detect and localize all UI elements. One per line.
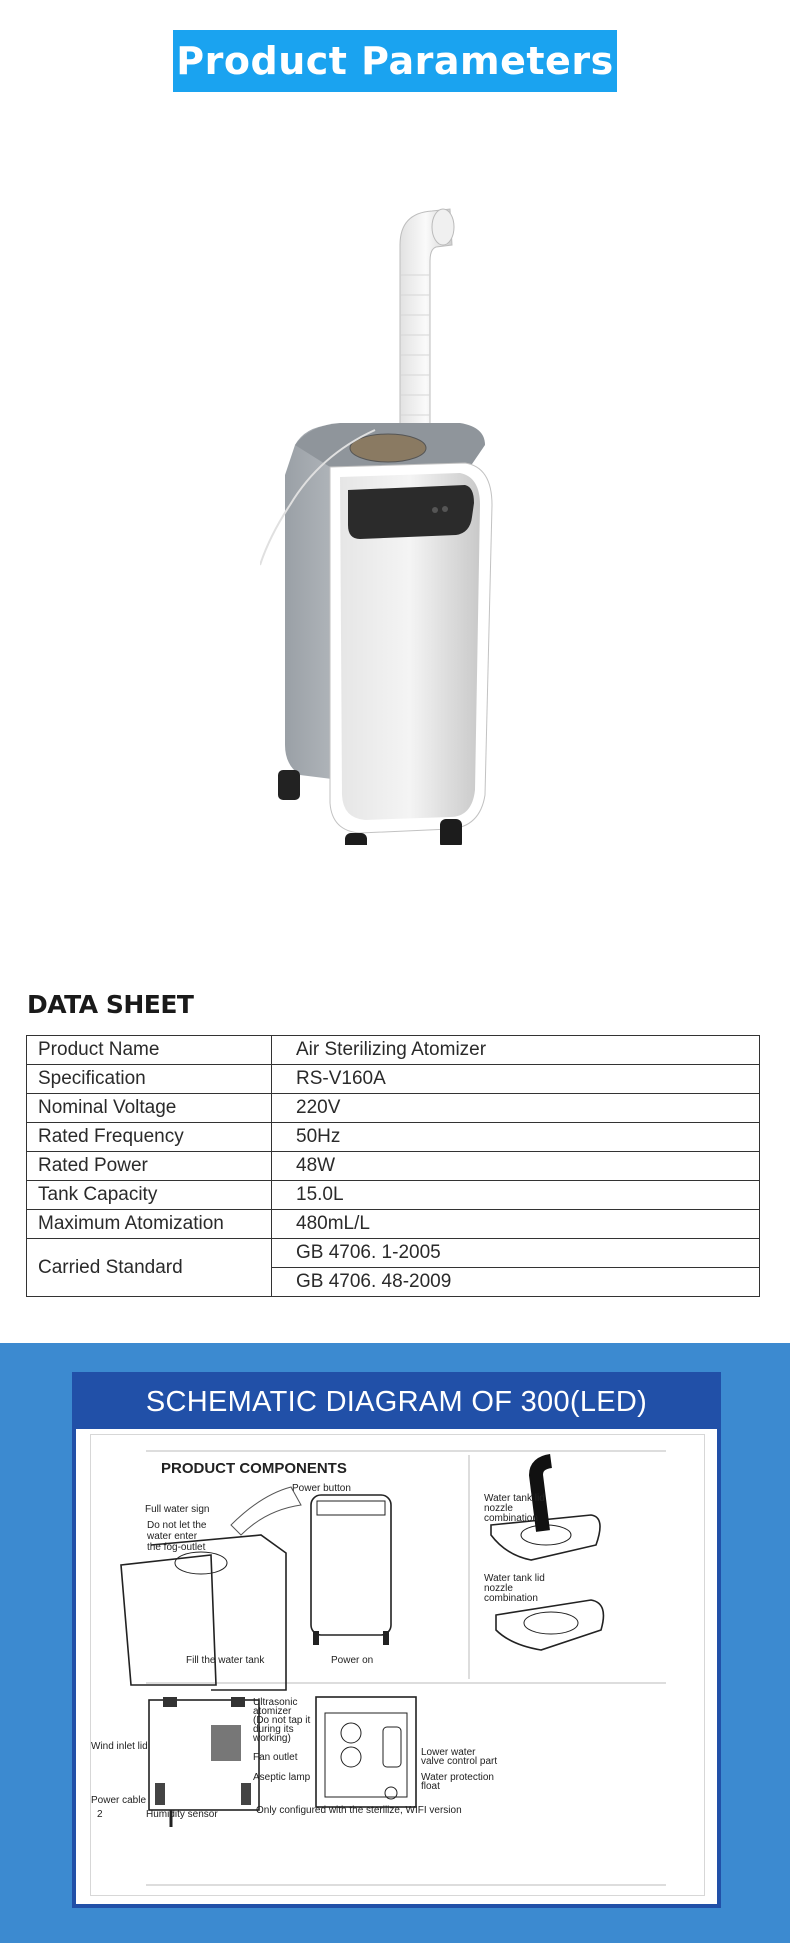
datasheet-value: GB 4706. 1-2005 [272,1239,760,1268]
datasheet-row [27,1123,760,1152]
page-title: Product Parameters [176,39,614,83]
label-ultra-2: atomizer [253,1706,292,1717]
label-aseptic-lamp: Aseptic lamp [253,1772,311,1783]
label-wind-inlet: Wind inlet lid [91,1741,148,1752]
label-warning-2: water enter [147,1531,198,1542]
datasheet-row [27,1181,760,1210]
schematic-title: SCHEMATIC DIAGRAM OF 300(LED) [76,1376,717,1429]
label-warning-3: the fog-outlet [147,1542,206,1553]
datasheet-row [27,1210,760,1239]
datasheet-key: Nominal Voltage [27,1094,272,1123]
label-tank-lid-1b: nozzle [484,1503,513,1514]
label-page-number: 2 [97,1809,103,1820]
label-full-water-sign: Full water sign [145,1504,210,1515]
label-humidity-sensor: Humidity sensor [146,1809,218,1820]
label-protect-1: Water protection [421,1772,494,1783]
datasheet-value: 15.0L [272,1181,760,1210]
label-power-button: Power button [292,1483,351,1494]
label-warning-1: Do not let the [147,1520,207,1531]
schematic-frame [72,1372,721,1908]
datasheet-value: RS-V160A [272,1065,760,1094]
label-protect-2: float [421,1781,440,1792]
datasheet-row [27,1036,760,1065]
datasheet-row [27,1094,760,1123]
datasheet-value: 50Hz [272,1123,760,1152]
label-lower-valve-1: Lower water [421,1747,476,1758]
datasheet-row [27,1239,760,1268]
datasheet-value: 48W [272,1152,760,1181]
label-ultra-3: (Do not tap it [253,1715,311,1726]
label-ultra-5: working) [253,1733,291,1744]
datasheet-value: GB 4706. 48-2009 [272,1268,760,1297]
datasheet-value: Air Sterilizing Atomizer [272,1036,760,1065]
datasheet-table [26,1035,760,1297]
page-title-banner [173,30,617,92]
datasheet-title: DATA SHEET [27,990,194,1019]
datasheet-key: Product Name [27,1036,272,1065]
datasheet-key: Maximum Atomization [27,1210,272,1239]
label-tank-lid-1c: combination [484,1513,538,1524]
label-lower-valve-2: valve control part [421,1756,498,1767]
label-tank-lid-1a: Water tank lid [484,1493,545,1504]
schematic-image [90,1434,705,1896]
label-ultra-1: Ultrasonic [253,1697,298,1708]
datasheet-key: Rated Power [27,1152,272,1181]
label-power-cable: Power cable [91,1795,147,1806]
label-fan-outlet: Fan outlet [253,1752,298,1763]
label-fill-tank: Fill the water tank [186,1655,265,1666]
datasheet-value: 480mL/L [272,1210,760,1239]
label-power-on: Power on [331,1655,374,1666]
components-heading: PRODUCT COMPONENTS [161,1460,347,1477]
datasheet-value: 220V [272,1094,760,1123]
label-tank-lid-2c: combination [484,1593,538,1604]
product-photo [260,205,530,845]
datasheet-row [27,1152,760,1181]
datasheet-key: Tank Capacity [27,1181,272,1210]
label-tank-lid-2a: Water tank lid [484,1573,545,1584]
schematic-diagram [91,1435,704,1895]
datasheet-key: Specification [27,1065,272,1094]
label-ultra-4: during its [253,1724,294,1735]
datasheet-row [27,1065,760,1094]
label-footnote: Only configured with the sterilize, WIFI version [256,1805,462,1816]
datasheet-key: Carried Standard [27,1239,272,1297]
label-tank-lid-2b: nozzle [484,1583,513,1594]
datasheet-key: Rated Frequency [27,1123,272,1152]
